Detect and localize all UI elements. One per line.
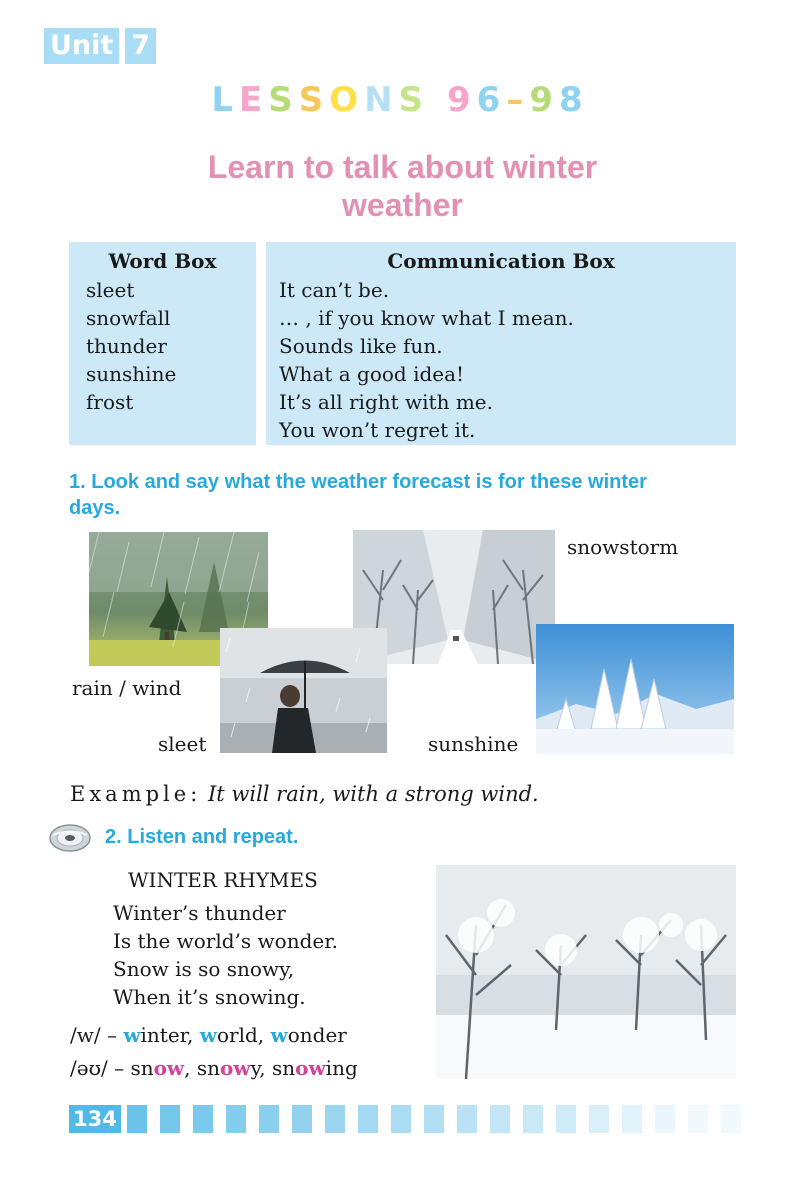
footer-square bbox=[259, 1105, 279, 1133]
footer-square bbox=[325, 1105, 345, 1133]
caption-sunshine: sunshine bbox=[428, 732, 519, 756]
lessons-letter: S bbox=[298, 80, 330, 120]
lessons-letter: O bbox=[329, 80, 365, 120]
lessons-letter: N bbox=[364, 80, 399, 120]
example-label: Example: bbox=[70, 782, 202, 806]
phonics-w-line: /w/ – winter, world, wonder bbox=[70, 1023, 347, 1047]
communication-box bbox=[266, 242, 736, 445]
lessons-letter bbox=[429, 80, 447, 120]
footer-square bbox=[226, 1105, 246, 1133]
word-item: sunshine bbox=[86, 362, 177, 386]
footer-square bbox=[292, 1105, 312, 1133]
caption-snowstorm: snowstorm bbox=[567, 535, 679, 559]
footer-square bbox=[127, 1105, 147, 1133]
footer-square bbox=[721, 1105, 741, 1133]
lessons-letter: – bbox=[506, 80, 530, 120]
caption-sleet: sleet bbox=[158, 732, 207, 756]
communication-box-title: Communication Box bbox=[387, 249, 615, 273]
unit-number: 7 bbox=[125, 28, 156, 64]
unit-word: Unit bbox=[44, 28, 119, 64]
winter-park-photo bbox=[436, 865, 736, 1079]
phrase-item: Sounds like fun. bbox=[279, 334, 443, 358]
audio-cd-icon[interactable] bbox=[48, 818, 92, 858]
phonics-ou-line: /əʊ/ – snow, snowy, snowing bbox=[70, 1056, 358, 1080]
sunshine-photo bbox=[536, 624, 734, 754]
footer-square bbox=[358, 1105, 378, 1133]
footer-square bbox=[622, 1105, 642, 1133]
lessons-letter: 9 bbox=[529, 80, 559, 120]
page-title-line1: Learn to talk about winter bbox=[207, 149, 598, 185]
footer-square bbox=[556, 1105, 576, 1133]
lessons-letter: 8 bbox=[558, 80, 589, 120]
example-sentence bbox=[70, 782, 539, 806]
poem-line: Snow is so snowy, bbox=[113, 957, 295, 981]
page-title bbox=[0, 148, 800, 224]
word-item: thunder bbox=[86, 334, 167, 358]
word-item: sleet bbox=[86, 278, 135, 302]
unit-badge bbox=[44, 28, 156, 64]
footer-square bbox=[160, 1105, 180, 1133]
lessons-letter: 9 bbox=[446, 80, 477, 120]
footer-square bbox=[490, 1105, 510, 1133]
word-item: frost bbox=[86, 390, 134, 414]
poem-line: When it’s snowing. bbox=[113, 985, 306, 1009]
lessons-title bbox=[0, 80, 800, 120]
footer-square bbox=[523, 1105, 543, 1133]
word-box bbox=[69, 242, 256, 445]
task-1-instruction: 1. Look and say what the weather forecast is for these winter days. bbox=[69, 471, 647, 519]
task-2-instruction: 2. Listen and repeat. bbox=[105, 826, 299, 848]
footer-square bbox=[688, 1105, 708, 1133]
lessons-letter: S bbox=[268, 80, 299, 120]
sleet-photo bbox=[220, 628, 387, 753]
phrase-item: You won’t regret it. bbox=[279, 418, 476, 442]
page-title-line2: weather bbox=[342, 187, 463, 223]
example-text: It will rain, with a strong wind. bbox=[207, 782, 539, 806]
lessons-letter: S bbox=[398, 80, 430, 120]
footer-square bbox=[457, 1105, 477, 1133]
footer-square bbox=[193, 1105, 213, 1133]
footer-square bbox=[424, 1105, 444, 1133]
phrase-item: It’s all right with me. bbox=[279, 390, 493, 414]
rhymes-title: WINTER RHYMES bbox=[128, 868, 318, 892]
word-item: snowfall bbox=[86, 306, 171, 330]
footer-square bbox=[391, 1105, 411, 1133]
phrase-item: … , if you know what I mean. bbox=[279, 306, 574, 330]
rhymes-poem bbox=[113, 899, 338, 1011]
poem-line: Winter’s thunder bbox=[113, 901, 286, 925]
footer-decoration bbox=[127, 1105, 741, 1133]
phrase-item: What a good idea! bbox=[279, 362, 465, 386]
caption-rain-wind: rain / wind bbox=[72, 676, 182, 700]
poem-line: Is the world’s wonder. bbox=[113, 929, 338, 953]
footer-square bbox=[655, 1105, 675, 1133]
footer-square bbox=[589, 1105, 609, 1133]
page-number: 134 bbox=[69, 1105, 121, 1133]
phrase-item: It can’t be. bbox=[279, 278, 390, 302]
lessons-letter: E bbox=[239, 80, 269, 120]
lessons-letter: L bbox=[211, 80, 240, 120]
word-box-title: Word Box bbox=[108, 249, 217, 273]
lessons-letter: 6 bbox=[476, 80, 507, 120]
